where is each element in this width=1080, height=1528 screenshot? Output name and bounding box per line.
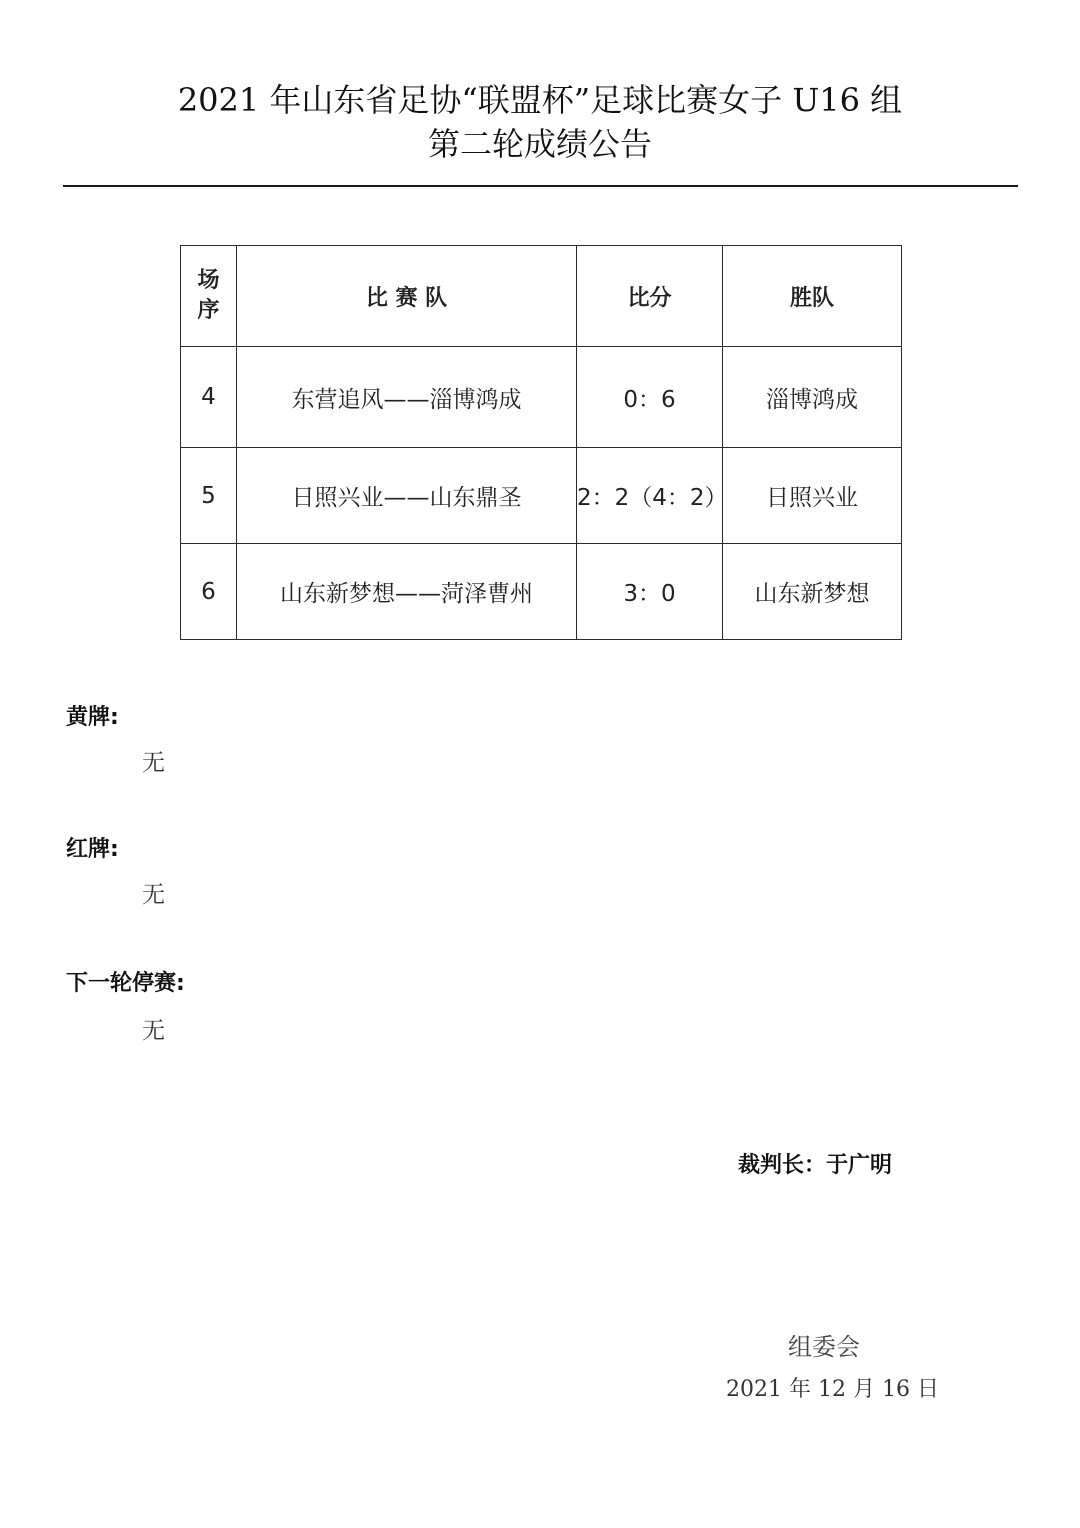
yellow-card-value: 无 [142,750,165,776]
cell-score: 0：6 [577,347,723,448]
organizing-committee: 组委会 [788,1333,860,1361]
suspension-value: 无 [142,1018,165,1044]
cell-order: 6 [181,544,237,640]
cell-winner: 山东新梦想 [723,544,902,640]
table-row [181,448,902,544]
table-row [181,544,902,640]
cell-winner: 日照兴业 [723,448,902,544]
table-row [181,347,902,448]
cell-order: 5 [181,448,237,544]
document-subtitle: 第二轮成绩公告 [427,125,652,163]
document-title: 2021 年山东省足协“联盟杯”足球比赛女子 U16 组 [177,81,903,119]
cell-score: 2：2（4：2） [577,448,723,544]
cell-winner: 淄博鸿成 [723,347,902,448]
header-order [181,246,237,347]
header-order-bottom: 序 [197,298,220,323]
red-card-value: 无 [142,882,165,908]
cell-teams: 山东新梦想——菏泽曹州 [237,544,577,640]
results-table [180,245,902,640]
header-score: 比分 [577,246,723,347]
cell-order: 4 [181,347,237,448]
red-card-label: 红牌: [66,837,119,862]
yellow-card-label: 黄牌: [66,705,119,730]
cell-teams: 东营追风——淄博鸿成 [237,347,577,448]
header-winner: 胜队 [723,246,902,347]
chief-referee: 裁判长：于广明 [738,1153,893,1178]
cell-teams: 日照兴业——山东鼎圣 [237,448,577,544]
suspension-label: 下一轮停赛: [66,971,185,996]
table-header-row [181,246,902,347]
header-teams: 比 赛 队 [237,246,577,347]
cell-score: 3：0 [577,544,723,640]
header-order-top: 场 [197,268,220,293]
title-divider [63,185,1018,187]
issue-date: 2021 年 12 月 16 日 [726,1377,939,1402]
